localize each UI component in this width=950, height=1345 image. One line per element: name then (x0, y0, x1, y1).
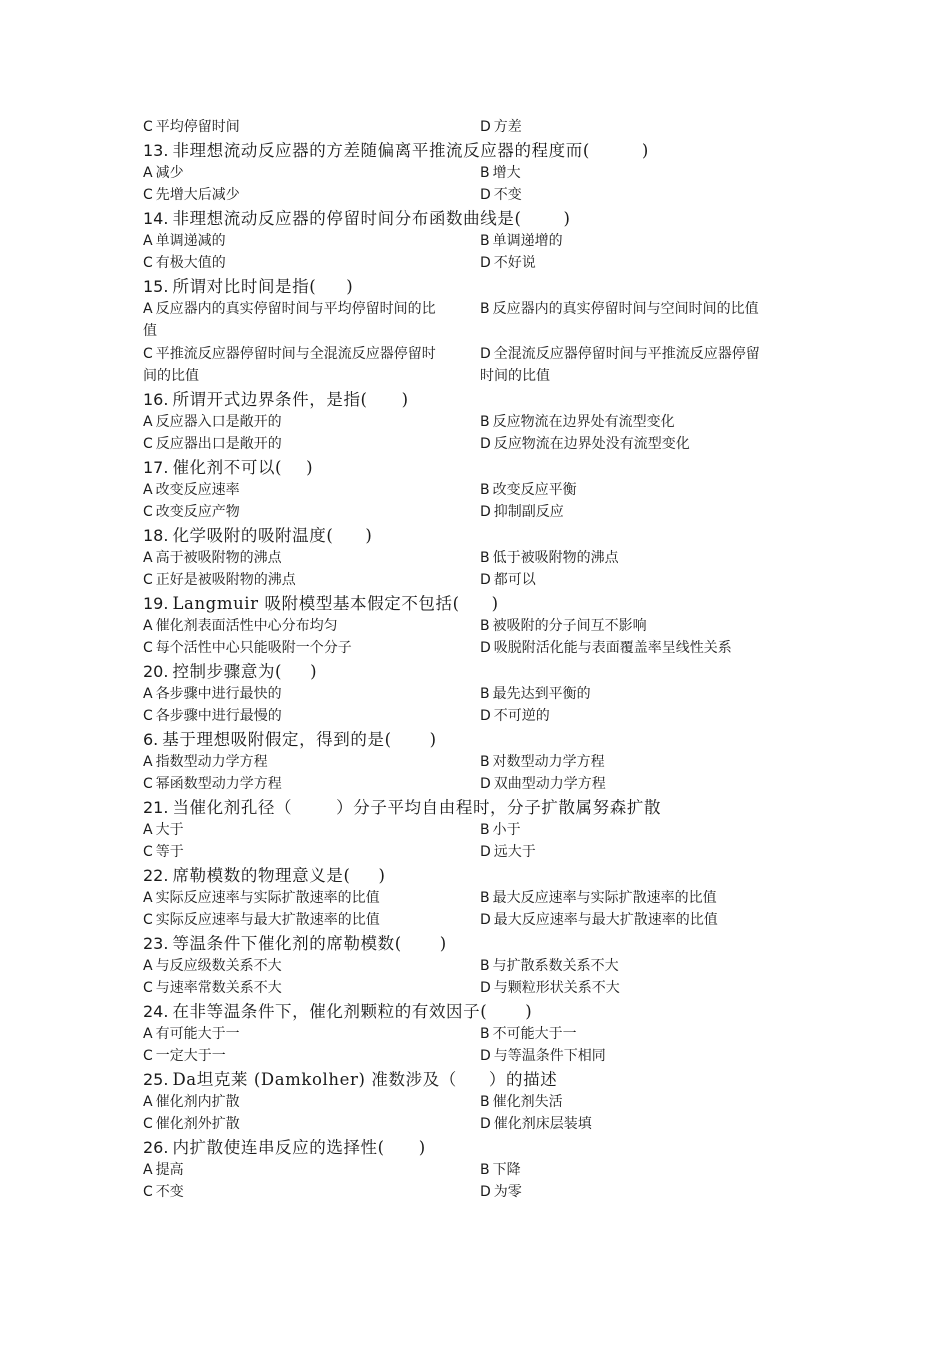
option-letter: C (143, 255, 153, 271)
option-text: 都可以 (493, 572, 536, 588)
question-number: 24. (143, 1001, 169, 1021)
option-letter: A (143, 549, 153, 566)
option-letter: D (480, 708, 491, 724)
option-b (480, 411, 780, 434)
question-number: 20. (143, 661, 169, 681)
option-letter: B (480, 957, 490, 974)
exam-page (143, 116, 783, 1204)
question-text: Langmuir 吸附模型基本假定不包括( (172, 593, 460, 613)
question-text: 基于理想吸附假定，得到的是( (162, 729, 392, 749)
option-text: 反应器入口是敞开的 (155, 413, 282, 430)
option-row (143, 683, 783, 706)
option-a (143, 1091, 480, 1114)
question-stem (143, 728, 783, 751)
question-number: 21. (143, 797, 169, 817)
option-letter: A (143, 685, 153, 702)
option-c (143, 1181, 480, 1204)
option-c (143, 501, 480, 524)
option-letter: A (143, 753, 153, 770)
option-text: 不好说 (493, 255, 536, 271)
option-text: 为零 (493, 1184, 522, 1200)
option-letter: A (143, 617, 153, 634)
option-letter: D (480, 640, 491, 656)
option-letter: A (143, 1093, 153, 1110)
option-text: 有极大值的 (155, 255, 226, 271)
option-d (480, 501, 780, 524)
question-block (143, 728, 783, 796)
option-letter: C (143, 436, 153, 452)
option-text: 与颗粒形状关系不大 (493, 980, 620, 996)
option-letter: B (480, 1161, 490, 1178)
option-a (143, 683, 480, 706)
option-text: 各步骤中进行最快的 (155, 685, 282, 702)
option-text: 先增大后减少 (155, 187, 240, 203)
option-row (143, 547, 783, 570)
question-block (143, 1136, 783, 1204)
option-d (480, 773, 780, 796)
question-close: ) (378, 865, 386, 885)
option-row (143, 433, 783, 456)
option-letter: A (143, 164, 153, 181)
option-letter: C (143, 345, 153, 362)
question-block (143, 1068, 783, 1136)
option-letter: D (480, 980, 491, 996)
option-text: 反应器内的真实停留时间与平均停留时间的比值 (143, 300, 436, 339)
option-text: 每个活性中心只能吸附一个分子 (155, 640, 352, 656)
option-text: 下降 (492, 1161, 521, 1178)
option-text: 抑制副反应 (493, 504, 564, 520)
option-row (143, 705, 783, 728)
option-letter: C (143, 776, 153, 792)
option-c (143, 841, 480, 864)
question-block (143, 592, 783, 660)
option-row (143, 615, 783, 638)
option-b (480, 479, 780, 502)
option-c (143, 252, 480, 275)
option-text: 最先达到平衡的 (492, 685, 591, 702)
option-row (143, 751, 783, 774)
question-text: 当催化剂孔径（ (172, 797, 293, 817)
option-a (143, 298, 439, 343)
option-a (143, 615, 480, 638)
option-letter: C (143, 844, 153, 860)
question-close: ) (401, 389, 409, 409)
question-close: ) (525, 1001, 533, 1021)
question-block (143, 207, 783, 275)
option-text: 改变反应产物 (155, 504, 240, 520)
question-block (143, 932, 783, 1000)
option-row (143, 501, 783, 524)
option-letter: D (480, 844, 491, 860)
option-b (480, 887, 780, 910)
option-letter: C (143, 708, 153, 724)
question-stem (143, 388, 783, 411)
option-d (480, 184, 780, 207)
option-letter: D (480, 1048, 491, 1064)
option-letter: B (480, 685, 490, 702)
option-b (480, 1091, 780, 1114)
option-letter: D (480, 1184, 491, 1200)
question-number: 18. (143, 525, 169, 545)
question-block (143, 1000, 783, 1068)
option-text: 远大于 (493, 844, 536, 860)
question-stem (143, 1068, 783, 1091)
question-block (143, 388, 783, 456)
question-stem (143, 524, 783, 547)
option-text: 各步骤中进行最慢的 (155, 708, 282, 724)
option-letter: B (480, 164, 490, 181)
question-stem (143, 864, 783, 887)
option-text: 不变 (493, 187, 522, 203)
question-number: 17. (143, 457, 169, 477)
option-c (143, 1113, 480, 1136)
option-c (143, 569, 480, 592)
option-text: 反应物流在边界处没有流型变化 (493, 436, 690, 452)
option-letter: B (480, 753, 490, 770)
question-block (143, 456, 783, 524)
option-b (480, 162, 780, 185)
option-text: 不变 (155, 1184, 184, 1200)
option-text: 单调递减的 (155, 232, 226, 249)
option-text: 提高 (155, 1161, 184, 1178)
question-number: 15. (143, 276, 169, 296)
option-row (143, 1113, 783, 1136)
question-stem (143, 1000, 783, 1023)
option-d (480, 1113, 780, 1136)
option-row (143, 252, 783, 275)
option-letter: B (480, 413, 490, 430)
option-row (143, 1045, 783, 1068)
option-letter: D (480, 912, 491, 928)
option-letter: B (480, 549, 490, 566)
option-row (143, 162, 783, 185)
option-b (480, 1159, 780, 1182)
option-row (143, 569, 783, 592)
question-text: 控制步骤意为( (172, 661, 283, 681)
option-letter: A (143, 232, 153, 249)
question-text: 所谓对比时间是指( (172, 276, 317, 296)
option-text: 指数型动力学方程 (155, 753, 268, 770)
option-a (143, 547, 480, 570)
option-text: 催化剂表面活性中心分布均匀 (155, 617, 338, 634)
option-text: 小于 (492, 821, 521, 838)
option-row (143, 819, 783, 842)
option-b (480, 298, 772, 343)
option-letter: D (480, 255, 491, 271)
option-letter: D (480, 572, 491, 588)
option-letter: C (143, 980, 153, 996)
option-text: 正好是被吸附物的沸点 (155, 572, 296, 588)
option-letter: C (143, 187, 153, 203)
option-letter: A (143, 481, 153, 498)
question-close: ) (346, 276, 354, 296)
question-text: 在非等温条件下，催化剂颗粒的有效因子( (172, 1001, 488, 1021)
question-stem (143, 275, 783, 298)
question-text: 席勒模数的物理意义是( (172, 865, 351, 885)
question-number: 14. (143, 208, 169, 228)
option-row (143, 1091, 783, 1114)
option-text: 催化剂失活 (492, 1093, 563, 1110)
question-close: ) (310, 661, 318, 681)
question-block (143, 864, 783, 932)
question-number: 6. (143, 729, 159, 749)
option-d (480, 637, 780, 660)
option-d (480, 252, 780, 275)
option-letter: B (480, 1025, 490, 1042)
option-text: 反应物流在边界处有流型变化 (492, 413, 675, 430)
option-a (143, 819, 480, 842)
option-letter: B (480, 1093, 490, 1110)
option-row (143, 1181, 783, 1204)
option-row (143, 116, 783, 139)
option-a (143, 887, 480, 910)
option-a (143, 411, 480, 434)
option-text: 大于 (155, 821, 184, 838)
option-text: 实际反应速率与最大扩散速率的比值 (155, 912, 380, 928)
question-close: ) (365, 525, 373, 545)
question-close: ）分子平均自由程时，分子扩散属努森扩散 (336, 797, 662, 817)
option-letter: C (143, 504, 153, 520)
question-block (143, 796, 783, 864)
option-letter: B (480, 889, 490, 906)
option-letter: D (480, 436, 491, 452)
option-b (480, 1023, 780, 1046)
question-stem (143, 207, 783, 230)
option-text: 与等温条件下相同 (493, 1048, 606, 1064)
option-text: 吸脱附活化能与表面覆盖率呈线性关系 (493, 640, 732, 656)
option-text: 一定大于一 (155, 1048, 226, 1064)
option-row (143, 1159, 783, 1182)
option-a (143, 1023, 480, 1046)
option-text: 幂函数型动力学方程 (155, 776, 282, 792)
question-stem (143, 456, 783, 479)
question-text: 化学吸附的吸附温度( (172, 525, 334, 545)
option-a (143, 230, 480, 253)
option-b (480, 547, 780, 570)
option-c: C 平均停留时间 (143, 119, 240, 135)
question-stem (143, 139, 783, 162)
option-row (143, 955, 783, 978)
option-c (143, 909, 480, 932)
option-text: 平推流反应器停留时间与全混流反应器停留时间的比值 (143, 345, 436, 384)
option-letter: B (480, 300, 490, 317)
question-block (143, 275, 783, 388)
question-close: ) (439, 933, 447, 953)
option-text: 等于 (155, 844, 184, 860)
option-row (143, 841, 783, 864)
option-letter: C (143, 640, 153, 656)
option-text: 被吸附的分子间互不影响 (492, 617, 647, 634)
option-row (143, 1023, 783, 1046)
option-d (480, 1045, 780, 1068)
option-letter: D (480, 187, 491, 203)
option-d (480, 433, 780, 456)
option-b (480, 615, 780, 638)
question-text: 等温条件下催化剂的席勒模数( (172, 933, 402, 953)
option-b (480, 955, 780, 978)
option-d (480, 343, 772, 388)
option-row (143, 411, 783, 434)
option-text: 反应器出口是敞开的 (155, 436, 282, 452)
question-number: 13. (143, 140, 169, 160)
option-letter: A (143, 1161, 153, 1178)
option-c (143, 1045, 480, 1068)
question-text: 非理想流动反应器的停留时间分布函数曲线是( (172, 208, 522, 228)
option-letter: A (143, 957, 153, 974)
option-letter: A (143, 1025, 153, 1042)
option-row (143, 298, 783, 343)
question-number: 23. (143, 933, 169, 953)
option-text: 改变反应平衡 (492, 481, 577, 498)
option-letter: B (480, 617, 490, 634)
question-close: ) (429, 729, 437, 749)
option-text: 高于被吸附物的沸点 (155, 549, 282, 566)
option-a (143, 162, 480, 185)
question-close: ) (641, 140, 649, 160)
option-text: 不可能大于一 (492, 1025, 577, 1042)
option-text: 有可能大于一 (155, 1025, 240, 1042)
question-close: ）的描述 (488, 1069, 558, 1089)
option-b (480, 230, 780, 253)
option-d: D 方差 (480, 119, 522, 135)
question-stem (143, 660, 783, 683)
option-text: 催化剂外扩散 (155, 1116, 240, 1132)
option-letter: A (143, 821, 153, 838)
option-c (143, 773, 480, 796)
option-row (143, 637, 783, 660)
question-list (143, 139, 783, 1204)
question-text: 内扩散使连串反应的选择性( (172, 1137, 385, 1157)
question-number: 16. (143, 389, 169, 409)
option-text: 催化剂内扩散 (155, 1093, 240, 1110)
option-c (143, 433, 480, 456)
question-block (143, 660, 783, 728)
question-text: 非理想流动反应器的方差随偏离平推流反应器的程度而( (172, 140, 590, 160)
option-text: 改变反应速率 (155, 481, 240, 498)
option-letter: C (143, 1116, 153, 1132)
option-a (143, 751, 480, 774)
question-number: 26. (143, 1137, 169, 1157)
option-text: 增大 (492, 164, 521, 181)
option-letter: D (480, 504, 491, 520)
option-letter: B (480, 481, 490, 498)
question-text: Da坦克莱 (Damkolher) 准数涉及（ (172, 1069, 457, 1089)
question-close: ) (306, 457, 314, 477)
question-close: ) (563, 208, 571, 228)
option-text: 单调递增的 (492, 232, 563, 249)
option-text: 最大反应速率与实际扩散速率的比值 (492, 889, 717, 906)
option-d (480, 977, 780, 1000)
option-d (480, 569, 780, 592)
option-row (143, 343, 783, 388)
option-text: 不可逆的 (493, 708, 550, 724)
option-letter: D (480, 1116, 491, 1132)
option-d (480, 1181, 780, 1204)
option-text: 双曲型动力学方程 (493, 776, 606, 792)
option-letter: A (143, 413, 153, 430)
option-text: 最大反应速率与最大扩散速率的比值 (493, 912, 718, 928)
option-text: 对数型动力学方程 (492, 753, 605, 770)
question-number: 22. (143, 865, 169, 885)
option-row (143, 479, 783, 502)
question-stem (143, 796, 783, 819)
option-a (143, 1159, 480, 1182)
option-text: 低于被吸附物的沸点 (492, 549, 619, 566)
option-a (143, 479, 480, 502)
option-row (143, 230, 783, 253)
option-c (143, 343, 439, 388)
option-b (480, 683, 780, 706)
option-text: 实际反应速率与实际扩散速率的比值 (155, 889, 380, 906)
question-number: 25. (143, 1069, 169, 1089)
question-close: ) (491, 593, 499, 613)
option-b (480, 751, 780, 774)
option-row (143, 909, 783, 932)
question-stem (143, 932, 783, 955)
option-a (143, 955, 480, 978)
question-text: 所谓开式边界条件，是指( (172, 389, 368, 409)
option-d (480, 841, 780, 864)
option-c (143, 637, 480, 660)
option-row (143, 773, 783, 796)
option-d (480, 909, 780, 932)
option-letter: C (143, 1184, 153, 1200)
option-row (143, 977, 783, 1000)
option-letter: C (143, 572, 153, 588)
option-c (143, 977, 480, 1000)
option-b (480, 819, 780, 842)
option-text: 催化剂床层装填 (493, 1116, 592, 1132)
option-letter: D (480, 776, 491, 792)
option-text: 减少 (155, 164, 184, 181)
question-number: 19. (143, 593, 169, 613)
option-text: 全混流反应器停留时间与平推流反应器停留时间的比值 (480, 345, 760, 384)
option-text: 与速率常数关系不大 (155, 980, 282, 996)
option-letter: C (143, 912, 153, 928)
option-letter: B (480, 232, 490, 249)
option-letter: B (480, 821, 490, 838)
option-row (143, 184, 783, 207)
option-row (143, 887, 783, 910)
option-text: 反应器内的真实停留时间与空间时间的比值 (492, 300, 759, 317)
option-letter: D (480, 345, 491, 362)
question-stem (143, 1136, 783, 1159)
question-stem (143, 592, 783, 615)
option-c (143, 184, 480, 207)
question-text: 催化剂不可以( (172, 457, 283, 477)
option-letter: A (143, 300, 153, 317)
question-block (143, 524, 783, 592)
option-letter: A (143, 889, 153, 906)
option-letter: C (143, 1048, 153, 1064)
question-close: ) (418, 1137, 426, 1157)
option-text: 与反应级数关系不大 (155, 957, 282, 974)
question-block (143, 139, 783, 207)
option-text: 与扩散系数关系不大 (492, 957, 619, 974)
option-c (143, 705, 480, 728)
option-d (480, 705, 780, 728)
